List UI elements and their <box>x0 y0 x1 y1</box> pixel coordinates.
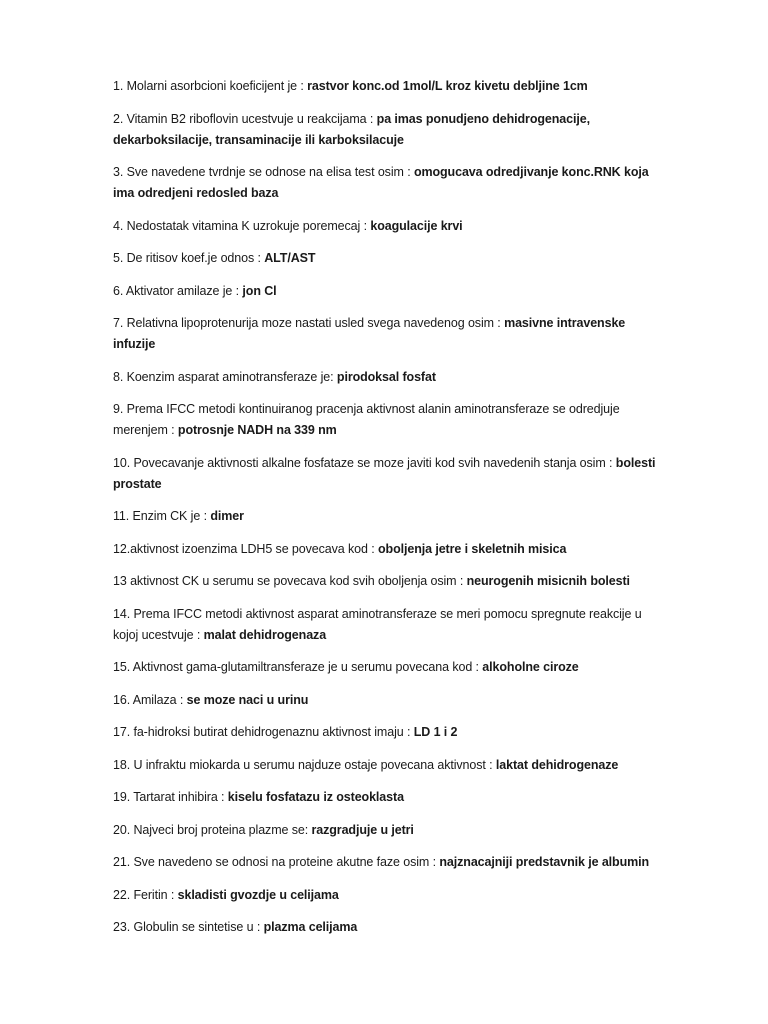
answer-text: ALT/AST <box>264 251 316 265</box>
question-text: 14. Prema IFCC metodi aktivnost asparat aminotransferaze se meri pomocu spregnute reakcije u kojoj ucestvuje : <box>113 606 642 642</box>
question-item-9 <box>113 399 658 441</box>
answer-text: se moze naci u urinu <box>186 692 309 707</box>
question-item-5 <box>113 248 658 269</box>
answer-text: bolesti prostate <box>113 455 656 491</box>
question-text: 23. Globulin se sintetise u : <box>113 920 264 934</box>
question-text: 6. Aktivator amilaze je : <box>113 283 243 298</box>
answer-text: pa imas ponudjeno dehidrogenacije, dekarboksilacije, transaminacije ili karboksilacuje <box>113 111 590 147</box>
question-item-12 <box>113 539 658 560</box>
question-item-13 <box>113 571 658 592</box>
question-item-1 <box>113 76 658 97</box>
answer-text: dimer <box>210 509 244 523</box>
question-item-7 <box>113 313 658 355</box>
answer-text: masivne intravenske infuzije <box>113 316 626 351</box>
question-text: 21. Sve navedeno se odnosi na proteine akutne faze osim : <box>113 855 440 869</box>
question-item-2 <box>113 109 658 151</box>
question-item-6 <box>113 281 658 302</box>
answer-text: laktat dehidrogenaze <box>495 757 619 772</box>
question-text: 2. Vitamin B2 riboflovin ucestvuje u reakcijama : <box>113 111 377 126</box>
answer-text: razgradjuje u jetri <box>311 822 414 837</box>
answer-text: malat dehidrogenaza <box>203 627 327 642</box>
answer-text: oboljenja jetre i skeletnih misica <box>378 541 567 556</box>
question-item-16 <box>113 690 658 711</box>
answer-text: skladisti gvozdje u celijama <box>177 887 339 902</box>
answer-text: potrosnje NADH na 339 nm <box>177 423 337 437</box>
answer-text: LD 1 i 2 <box>413 725 458 739</box>
question-text: 11. Enzim CK je : <box>113 509 211 523</box>
question-text: 22. Feritin : <box>113 887 178 902</box>
question-item-21 <box>113 852 658 873</box>
question-text: 17. fa-hidroksi butirat dehidrogenaznu aktivnost imaju : <box>113 725 414 739</box>
question-text: 3. Sve navedene tvrdnje se odnose na elisa test osim : <box>113 165 414 179</box>
question-item-17 <box>113 722 658 743</box>
question-text: 15. Aktivnost gama-glutamiltransferaze je u serumu povecana kod : <box>113 660 483 674</box>
question-item-23 <box>113 917 658 938</box>
question-item-8 <box>113 367 658 388</box>
answer-text: rastvor konc.od 1mol/L kroz kivetu debljine 1cm <box>307 79 588 93</box>
question-text: 16. Amilaza : <box>113 692 187 707</box>
answer-text: jon Cl <box>242 283 277 298</box>
answer-text: alkoholne ciroze <box>482 660 579 674</box>
question-text: 18. U infraktu miokarda u serumu najduze ostaje povecana aktivnost : <box>113 757 496 772</box>
question-text: 8. Koenzim asparat aminotransferaze je: <box>113 369 337 384</box>
question-item-4 <box>113 216 658 237</box>
answer-text: pirodoksal fosfat <box>336 369 436 384</box>
question-text: 5. De ritisov koef.je odnos : <box>113 251 265 265</box>
question-item-20 <box>113 820 658 841</box>
question-text: 9. Prema IFCC metodi kontinuiranog pracenja aktivnost alanin aminotransferaze se odredjuje merenjem : <box>113 402 620 437</box>
answer-text: koagulacije krvi <box>370 218 463 233</box>
question-text: 1. Molarni asorbcioni koeficijent je : <box>113 79 308 93</box>
question-item-3 <box>113 162 658 204</box>
question-text: 20. Najveci broj proteina plazme se: <box>113 822 312 837</box>
question-text: 19. Tartarat inhibira : <box>113 790 228 804</box>
question-text: 12.aktivnost izoenzima LDH5 se povecava kod : <box>113 541 378 556</box>
question-item-19 <box>113 787 658 808</box>
question-text: 13 aktivnost CK u serumu se povecava kod svih oboljenja osim : <box>113 574 467 588</box>
answer-text: neurogenih misicnih bolesti <box>466 574 630 588</box>
answer-text: omogucava odredjivanje konc.RNK koja ima odredjeni redosled baza <box>113 165 649 200</box>
question-item-15 <box>113 657 658 678</box>
answer-text: plazma celijama <box>263 920 358 934</box>
question-item-10 <box>113 453 658 495</box>
question-item-14 <box>113 604 658 646</box>
question-text: 7. Relativna lipoprotenurija moze nastati usled svega navedenog osim : <box>113 316 505 330</box>
answer-text: kiselu fosfatazu iz osteoklasta <box>227 790 404 804</box>
question-text: 10. Povecavanje aktivnosti alkalne fosfataze se moze javiti kod svih navedenih stanja osim : <box>113 455 616 470</box>
question-item-11 <box>113 506 658 527</box>
question-item-18 <box>113 755 658 776</box>
document-page <box>113 76 658 950</box>
answer-text: najznacajniji predstavnik je albumin <box>439 855 650 869</box>
question-text: 4. Nedostatak vitamina K uzrokuje poremecaj : <box>113 218 371 233</box>
question-item-22 <box>113 885 658 906</box>
